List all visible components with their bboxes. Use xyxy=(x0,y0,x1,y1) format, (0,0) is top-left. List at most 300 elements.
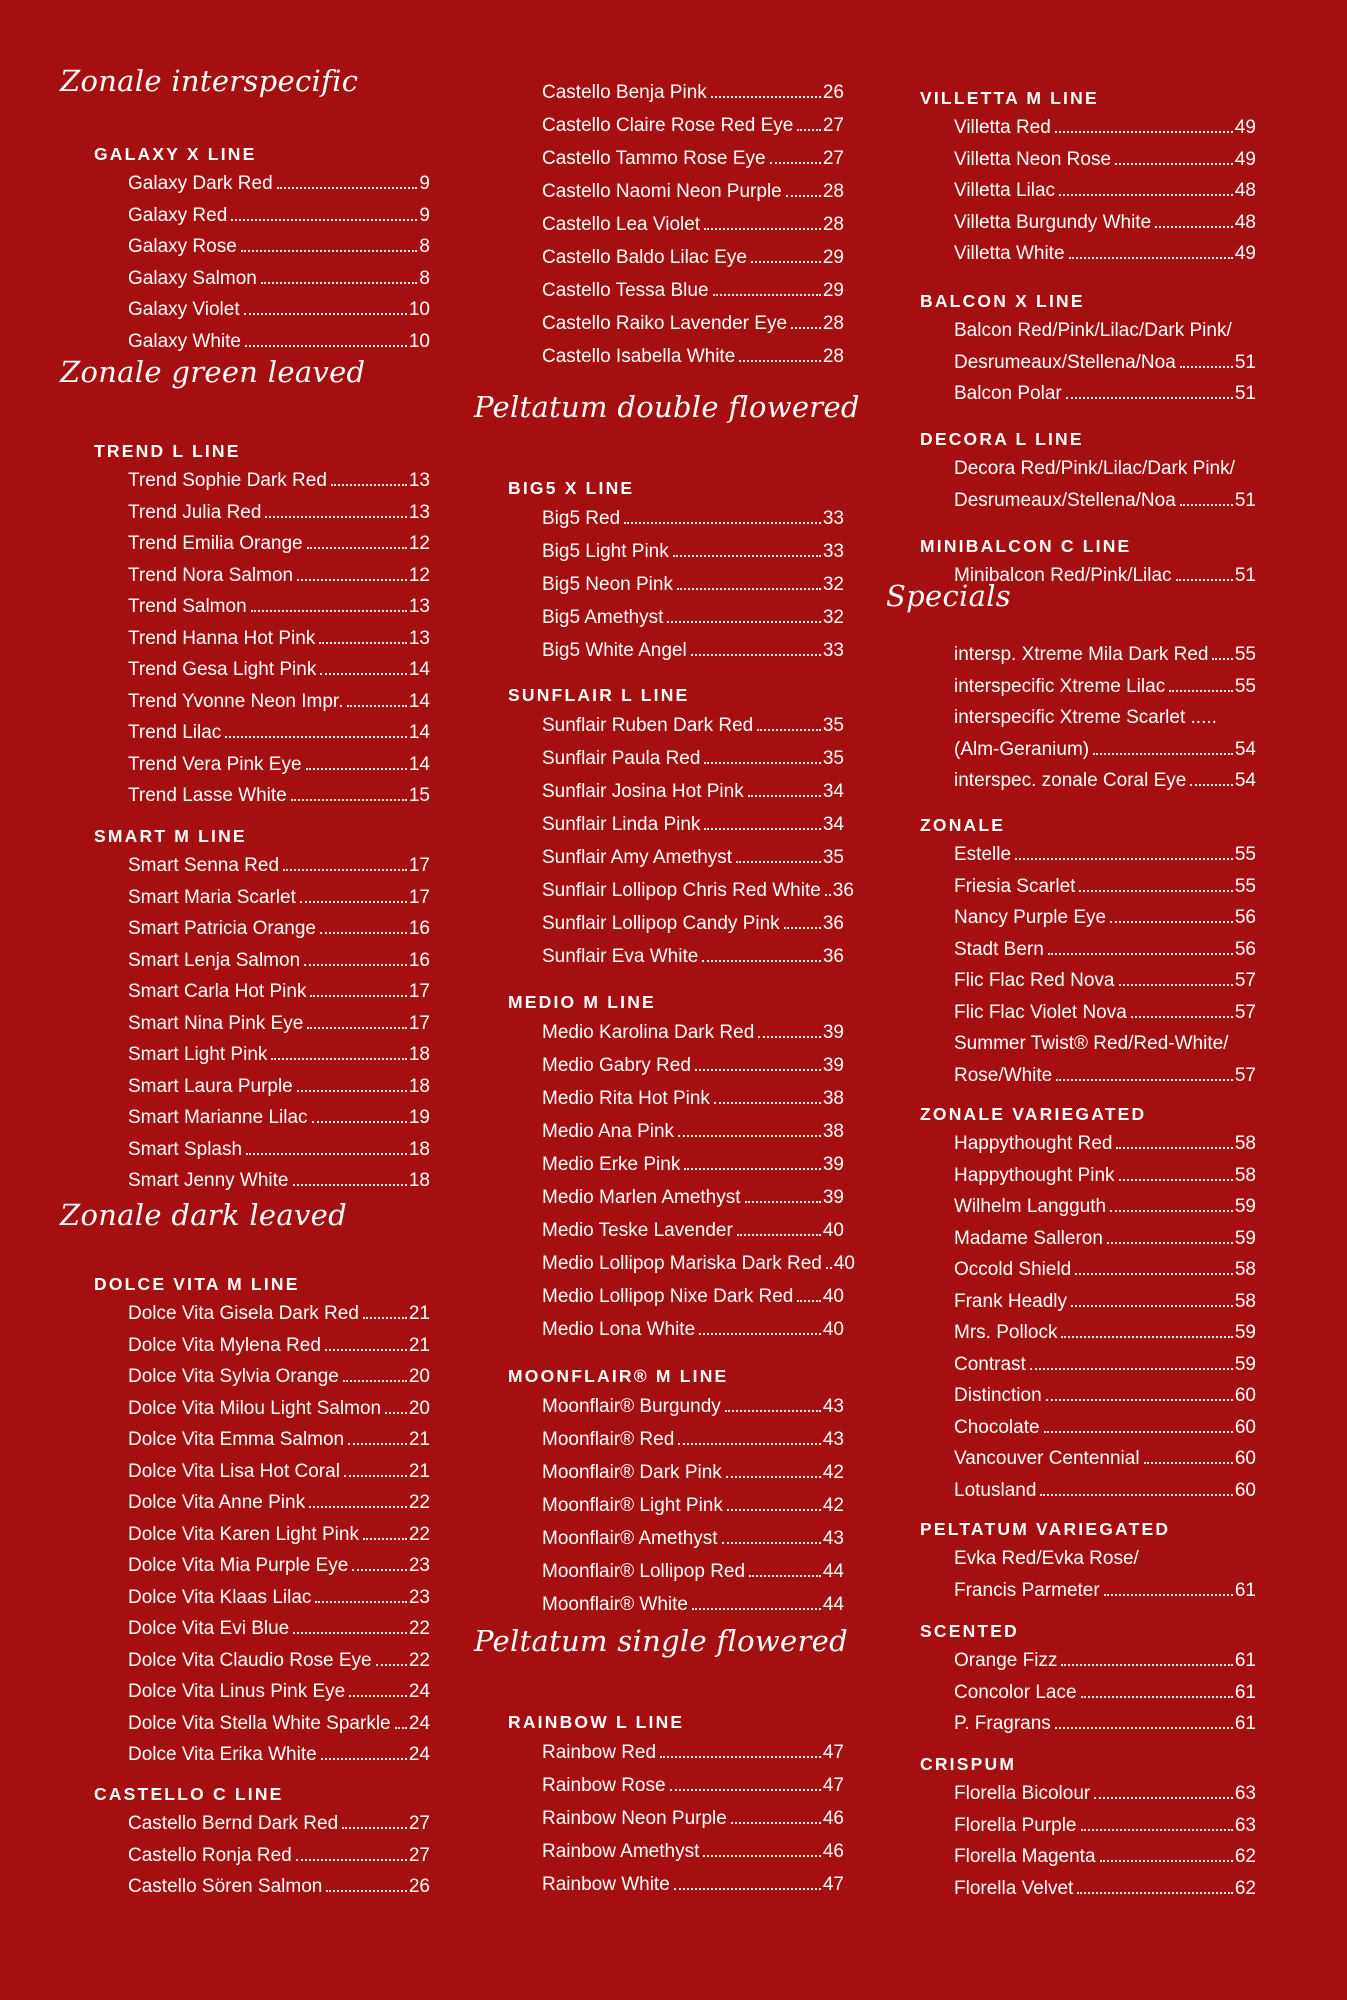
category-heading: Zonale dark leaved xyxy=(60,1198,347,1232)
variety-name: Rainbow Neon Purple xyxy=(542,1808,727,1829)
product-line-section xyxy=(60,437,430,812)
list-item xyxy=(542,742,844,775)
list-item xyxy=(954,1060,1256,1092)
variety-name: Smart Maria Scarlet xyxy=(128,886,296,908)
variety-name: Madame Salleron xyxy=(954,1227,1103,1249)
variety-name: Medio Ana Pink xyxy=(542,1121,675,1142)
variety-name: Dolce Vita Anne Pink xyxy=(128,1492,306,1513)
page-number: 36 xyxy=(822,946,844,967)
dot-leader xyxy=(667,621,820,623)
dot-leader xyxy=(1180,504,1233,506)
list-item xyxy=(128,528,430,560)
line-heading-medio-m-line: MEDIO M LINE xyxy=(508,992,656,1012)
list-item xyxy=(542,1588,844,1621)
list-item xyxy=(542,1115,844,1148)
list-item xyxy=(128,1676,430,1708)
variety-name: Sunflair Eva White xyxy=(542,946,699,967)
dot-leader xyxy=(342,1827,407,1829)
list-item xyxy=(128,1298,430,1330)
variety-name: Villetta White xyxy=(954,243,1065,264)
page-number: 17 xyxy=(408,886,430,908)
dot-leader xyxy=(1107,1242,1233,1244)
page-number: 55 xyxy=(1234,875,1256,897)
variety-name: Medio Lollipop Mariska Dark Red xyxy=(542,1253,822,1274)
list-item xyxy=(128,1708,430,1740)
variety-name: Orange Fizz xyxy=(954,1650,1058,1671)
page-number: 26 xyxy=(408,1876,430,1897)
variety-name: Flic Flac Violet Nova xyxy=(954,1001,1127,1023)
variety-name: Moonflair® White xyxy=(542,1594,688,1615)
list-item xyxy=(542,76,844,109)
dot-leader xyxy=(786,195,821,197)
variety-name: Big5 Neon Pink xyxy=(542,574,673,595)
page-number: 16 xyxy=(408,949,430,971)
line-heading-big5-x-line: BIG5 X LINE xyxy=(508,478,635,498)
dot-leader xyxy=(726,1476,821,1478)
variety-name: Moonflair® Light Pink xyxy=(542,1495,723,1516)
variety-name: Rose/White xyxy=(954,1064,1053,1086)
page-number: 61 xyxy=(1234,1713,1256,1734)
product-line-section xyxy=(60,1780,430,1903)
line-heading-villetta-m-line: VILLETTA M LINE xyxy=(920,88,1099,108)
variety-name: Florella Velvet xyxy=(954,1877,1074,1899)
variety-name: Villetta Burgundy White xyxy=(954,211,1152,233)
page-number: 60 xyxy=(1234,1479,1256,1501)
list-item xyxy=(542,1082,844,1115)
dot-leader xyxy=(321,1758,407,1760)
list-item xyxy=(954,1575,1256,1607)
page-number: 60 xyxy=(1234,1448,1256,1469)
dot-leader xyxy=(1075,1273,1233,1275)
variety-name: Big5 Amethyst xyxy=(542,607,664,628)
dot-leader xyxy=(1169,690,1233,692)
page-number: 38 xyxy=(822,1088,844,1109)
list-item xyxy=(542,1423,844,1456)
page-number: 8 xyxy=(419,236,430,257)
page-number: 23 xyxy=(408,1555,430,1576)
page-number: 26 xyxy=(822,82,844,103)
dot-leader xyxy=(277,187,418,189)
list-item xyxy=(542,241,844,274)
variety-name: Florella Bicolour xyxy=(954,1783,1091,1804)
variety-name: Moonflair® Dark Pink xyxy=(542,1462,722,1483)
list-item xyxy=(542,1555,844,1588)
dot-leader xyxy=(691,654,821,656)
line-heading-galaxy-x-line: GALAXY X LINE xyxy=(94,144,257,164)
variety-name: Dolce Vita Klaas Lilac xyxy=(128,1586,312,1608)
list-item xyxy=(128,749,430,781)
page-number: 33 xyxy=(822,541,844,562)
list-item xyxy=(128,1071,430,1103)
list-item xyxy=(542,109,844,142)
page-number: 49 xyxy=(1234,148,1256,170)
variety-name: Francis Parmeter xyxy=(954,1579,1100,1601)
dot-leader xyxy=(1044,1431,1233,1433)
dot-leader xyxy=(326,1890,407,1892)
page-number: 36 xyxy=(832,880,854,901)
variety-name: Dolce Vita Gisela Dark Red xyxy=(128,1303,359,1324)
dot-leader xyxy=(749,1575,821,1577)
list-item xyxy=(954,934,1256,966)
variety-name: Trend Emilia Orange xyxy=(128,533,303,554)
page-number: 29 xyxy=(822,247,844,268)
page-number: 59 xyxy=(1234,1196,1256,1217)
page-number: 18 xyxy=(408,1138,430,1160)
product-line-section xyxy=(474,1708,844,1901)
dot-leader xyxy=(320,932,407,934)
page-number: 55 xyxy=(1234,644,1256,665)
dot-leader xyxy=(307,1027,407,1029)
category-heading: Zonale interspecific xyxy=(60,64,359,98)
list-item xyxy=(542,1736,844,1769)
page-number: 17 xyxy=(408,855,430,876)
list-item xyxy=(128,263,430,295)
page-number: 56 xyxy=(1234,907,1256,928)
category-heading: Peltatum double flowered xyxy=(474,390,860,424)
dot-leader xyxy=(395,1727,407,1729)
list-item xyxy=(542,1313,844,1346)
list-item xyxy=(542,175,844,208)
list-item xyxy=(954,671,1256,703)
variety-name: Medio Lollipop Nixe Dark Red xyxy=(542,1286,794,1307)
list-item xyxy=(128,654,430,686)
dot-leader xyxy=(674,1888,821,1890)
list-item xyxy=(954,1645,1256,1677)
dot-leader xyxy=(677,588,821,590)
variety-name: Rainbow Rose xyxy=(542,1775,666,1796)
list-item xyxy=(954,1286,1256,1318)
page-number: 35 xyxy=(822,748,844,769)
variety-name: Castello Ronja Red xyxy=(128,1844,292,1866)
list-item xyxy=(954,1841,1256,1873)
list-item xyxy=(128,850,430,882)
dot-leader xyxy=(331,484,407,486)
dot-leader xyxy=(704,762,820,764)
page-number: 14 xyxy=(408,722,430,743)
page-number: 60 xyxy=(1234,1385,1256,1406)
page-number: 27 xyxy=(822,115,844,136)
page-number: 63 xyxy=(1234,1814,1256,1836)
variety-name: Medio Karolina Dark Red xyxy=(542,1022,755,1043)
variety-name: Medio Gabry Red xyxy=(542,1055,691,1076)
list-item xyxy=(954,1349,1256,1381)
page-number: 60 xyxy=(1234,1416,1256,1438)
page-number: 63 xyxy=(1234,1783,1256,1804)
variety-name: Desrumeaux/Stellena/Noa xyxy=(954,351,1176,373)
list-item xyxy=(128,1739,430,1771)
list-item xyxy=(128,1393,430,1425)
variety-name: Dolce Vita Evi Blue xyxy=(128,1618,290,1639)
dot-leader xyxy=(344,1475,407,1477)
line-heading-trend-l-line: TREND L LINE xyxy=(94,441,241,461)
list-item xyxy=(542,142,844,175)
variety-name: Castello Sören Salmon xyxy=(128,1876,323,1897)
product-line-section xyxy=(886,1100,1256,1506)
page-number: 33 xyxy=(822,640,844,661)
dot-leader xyxy=(245,345,407,347)
variety-name: Flic Flac Red Nova xyxy=(954,970,1115,991)
list-item xyxy=(954,997,1256,1029)
dot-leader xyxy=(1110,921,1233,923)
product-line-section xyxy=(886,1515,1256,1606)
category-heading: Peltatum single flowered xyxy=(474,1624,848,1658)
dot-leader xyxy=(1069,257,1233,259)
dot-leader xyxy=(673,555,821,557)
product-line-section xyxy=(60,140,430,357)
dot-leader xyxy=(307,547,407,549)
dot-leader xyxy=(246,1153,407,1155)
list-item xyxy=(128,1613,430,1645)
page-number: 14 xyxy=(408,690,430,712)
variety-name: Nancy Purple Eye xyxy=(954,907,1107,928)
variety-name: Medio Teske Lavender xyxy=(542,1220,733,1241)
line-heading-moonflair-m-line: MOONFLAIR® M LINE xyxy=(508,1366,729,1386)
list-item xyxy=(954,1873,1256,1905)
list-item xyxy=(128,231,430,263)
dot-leader xyxy=(660,1756,821,1758)
list-item xyxy=(128,1871,430,1903)
page-number: 13 xyxy=(408,470,430,491)
variety-name: Smart Lenja Salmon xyxy=(128,949,301,971)
page-number: 57 xyxy=(1234,1064,1256,1086)
list-item xyxy=(128,1134,430,1166)
list-item xyxy=(542,874,854,907)
list-item xyxy=(542,1489,844,1522)
dot-leader xyxy=(1100,1860,1233,1862)
dot-leader xyxy=(1094,1797,1233,1799)
list-item xyxy=(128,560,430,592)
dot-leader xyxy=(624,522,821,524)
list-item xyxy=(128,465,430,497)
page-number: 16 xyxy=(408,918,430,939)
page-number: 55 xyxy=(1234,844,1256,865)
page-number: 40 xyxy=(822,1220,844,1241)
dot-leader xyxy=(739,360,821,362)
page-number: 42 xyxy=(822,1495,844,1516)
page-number: 13 xyxy=(408,627,430,649)
list-item xyxy=(954,1223,1256,1255)
dot-leader xyxy=(265,516,406,518)
variety-name: Rainbow Amethyst xyxy=(542,1841,700,1862)
variety-name: Rainbow Red xyxy=(542,1742,657,1763)
variety-name: Galaxy Red xyxy=(128,204,228,226)
page-number: 40 xyxy=(833,1253,855,1274)
dot-leader xyxy=(352,1569,406,1571)
variety-name: Rainbow White xyxy=(542,1874,670,1895)
page-number: 22 xyxy=(408,1492,430,1513)
list-item xyxy=(542,775,844,808)
page-number: 13 xyxy=(408,596,430,617)
list-item xyxy=(542,601,844,634)
dot-leader xyxy=(702,960,821,962)
list-item xyxy=(954,485,1256,517)
dot-leader xyxy=(784,927,821,929)
dot-leader xyxy=(1190,784,1233,786)
page-number: 10 xyxy=(408,299,430,320)
page-number: 54 xyxy=(1234,770,1256,791)
page-number: 58 xyxy=(1234,1133,1256,1154)
product-line-section xyxy=(886,811,1256,1091)
list-item-continued: interspecific Xtreme Scarlet ..... xyxy=(954,707,1217,728)
list-item xyxy=(954,1810,1256,1842)
list-item xyxy=(128,1550,430,1582)
list-item xyxy=(954,1160,1256,1192)
page-number: 39 xyxy=(822,1055,844,1076)
dot-leader xyxy=(703,1855,821,1857)
page-number: 9 xyxy=(419,204,430,226)
list-item xyxy=(954,965,1256,997)
list-item xyxy=(954,1778,1256,1810)
page-number: 17 xyxy=(408,981,430,1002)
variety-name: Smart Light Pink xyxy=(128,1044,268,1065)
list-item xyxy=(128,623,430,655)
variety-name: Big5 Light Pink xyxy=(542,541,669,562)
page-number: 47 xyxy=(822,1874,844,1895)
dot-leader xyxy=(1081,1696,1233,1698)
dot-leader xyxy=(757,729,821,731)
list-item xyxy=(954,1677,1256,1709)
page-number: 62 xyxy=(1234,1877,1256,1899)
product-line-section xyxy=(474,681,854,973)
dot-leader xyxy=(699,1333,821,1335)
dot-leader xyxy=(376,1664,407,1666)
variety-name: Florella Purple xyxy=(954,1814,1077,1836)
dot-leader xyxy=(304,964,407,966)
list-item xyxy=(128,1039,430,1071)
variety-name: Smart Marianne Lilac xyxy=(128,1107,308,1128)
product-line-section xyxy=(886,639,1256,797)
list-item xyxy=(542,274,844,307)
variety-name: Dolce Vita Emma Salmon xyxy=(128,1429,345,1450)
page-number: 27 xyxy=(822,148,844,169)
page-number: 57 xyxy=(1234,970,1256,991)
variety-name: Trend Lasse White xyxy=(128,785,287,806)
variety-name: Dolce Vita Lisa Hot Coral xyxy=(128,1460,340,1482)
dot-leader xyxy=(1093,753,1233,755)
variety-name: Galaxy White xyxy=(128,330,241,352)
variety-name: Smart Nina Pink Eye xyxy=(128,1012,304,1034)
variety-name: Occold Shield xyxy=(954,1259,1072,1280)
dot-leader xyxy=(1061,1336,1232,1338)
line-heading-sunflair-l-line: SUNFLAIR L LINE xyxy=(508,685,690,705)
list-item xyxy=(128,1645,430,1677)
dot-leader xyxy=(349,1695,407,1697)
dot-leader xyxy=(1180,366,1233,368)
dot-leader xyxy=(1059,194,1233,196)
page-number: 28 xyxy=(822,313,844,334)
dot-leader xyxy=(319,642,407,644)
page-number: 32 xyxy=(822,574,844,595)
list-item xyxy=(128,1008,430,1040)
dot-leader xyxy=(725,1410,821,1412)
page-number: 49 xyxy=(1234,117,1256,138)
page-number: 39 xyxy=(822,1022,844,1043)
dot-leader xyxy=(231,219,417,221)
page-number: 42 xyxy=(822,1462,844,1483)
dot-leader xyxy=(309,1506,407,1508)
list-item xyxy=(128,1519,430,1551)
list-item xyxy=(128,1582,430,1614)
dot-leader xyxy=(291,799,407,801)
list-item xyxy=(954,1475,1256,1507)
page-number: 58 xyxy=(1234,1259,1256,1280)
variety-name: Desrumeaux/Stellena/Noa xyxy=(954,489,1176,511)
variety-name: Galaxy Violet xyxy=(128,299,240,320)
page-number: 36 xyxy=(822,913,844,934)
list-item xyxy=(128,168,430,200)
variety-name: Sunflair Lollipop Chris Red White xyxy=(542,880,821,901)
dot-leader xyxy=(770,162,821,164)
page-number: 51 xyxy=(1234,383,1256,404)
variety-name: Trend Yvonne Neon Impr. xyxy=(128,690,344,712)
list-item xyxy=(542,907,844,940)
list-item xyxy=(128,976,430,1008)
variety-name: Smart Carla Hot Pink xyxy=(128,981,307,1002)
list-item xyxy=(542,709,844,742)
dot-leader xyxy=(1040,1494,1232,1496)
list-item xyxy=(128,1424,430,1456)
dot-leader xyxy=(727,1509,821,1511)
variety-name: Sunflair Paula Red xyxy=(542,748,701,769)
list-item xyxy=(542,568,844,601)
list-item xyxy=(128,1808,430,1840)
dot-leader xyxy=(722,1542,821,1544)
page-number: 39 xyxy=(822,1187,844,1208)
page-number: 54 xyxy=(1234,738,1256,760)
list-item xyxy=(954,175,1256,207)
line-heading-peltatum-variegated: PELTATUM VARIEGATED xyxy=(920,1519,1171,1539)
dot-leader xyxy=(684,1168,821,1170)
dot-leader xyxy=(826,1267,832,1269)
list-item xyxy=(128,1165,430,1197)
variety-name: Big5 White Angel xyxy=(542,640,687,661)
list-item xyxy=(954,734,1256,766)
variety-name: Castello Bernd Dark Red xyxy=(128,1813,339,1834)
page-number: 44 xyxy=(822,1594,844,1615)
list-item xyxy=(954,1708,1256,1740)
dot-leader xyxy=(271,1058,406,1060)
dot-leader xyxy=(300,901,407,903)
variety-name: Smart Jenny White xyxy=(128,1170,289,1191)
dot-leader xyxy=(745,1201,821,1203)
list-item xyxy=(954,1443,1256,1475)
page-number: 21 xyxy=(408,1460,430,1482)
page-number: 43 xyxy=(822,1528,844,1549)
list-item xyxy=(128,294,430,326)
variety-name: Villetta Red xyxy=(954,117,1051,138)
dot-leader xyxy=(1066,397,1233,399)
dot-leader xyxy=(315,1601,406,1603)
dot-leader xyxy=(293,1184,407,1186)
dot-leader xyxy=(225,736,407,738)
variety-name: interspecific Xtreme Lilac xyxy=(954,675,1166,697)
dot-leader xyxy=(1030,1368,1233,1370)
list-item xyxy=(954,1254,1256,1286)
list-item xyxy=(954,639,1256,671)
page-number: 21 xyxy=(408,1303,430,1324)
list-item xyxy=(542,634,844,667)
dot-leader xyxy=(704,228,821,230)
variety-name: Friesia Scarlet xyxy=(954,875,1076,897)
dot-leader xyxy=(1115,163,1233,165)
variety-name: Mrs. Pollock xyxy=(954,1322,1058,1343)
variety-name: Medio Lona White xyxy=(542,1319,696,1340)
list-item xyxy=(542,1016,844,1049)
product-line-section xyxy=(886,84,1256,270)
dot-leader xyxy=(711,96,821,98)
page-number: 35 xyxy=(822,847,844,868)
dot-leader xyxy=(1079,890,1232,892)
